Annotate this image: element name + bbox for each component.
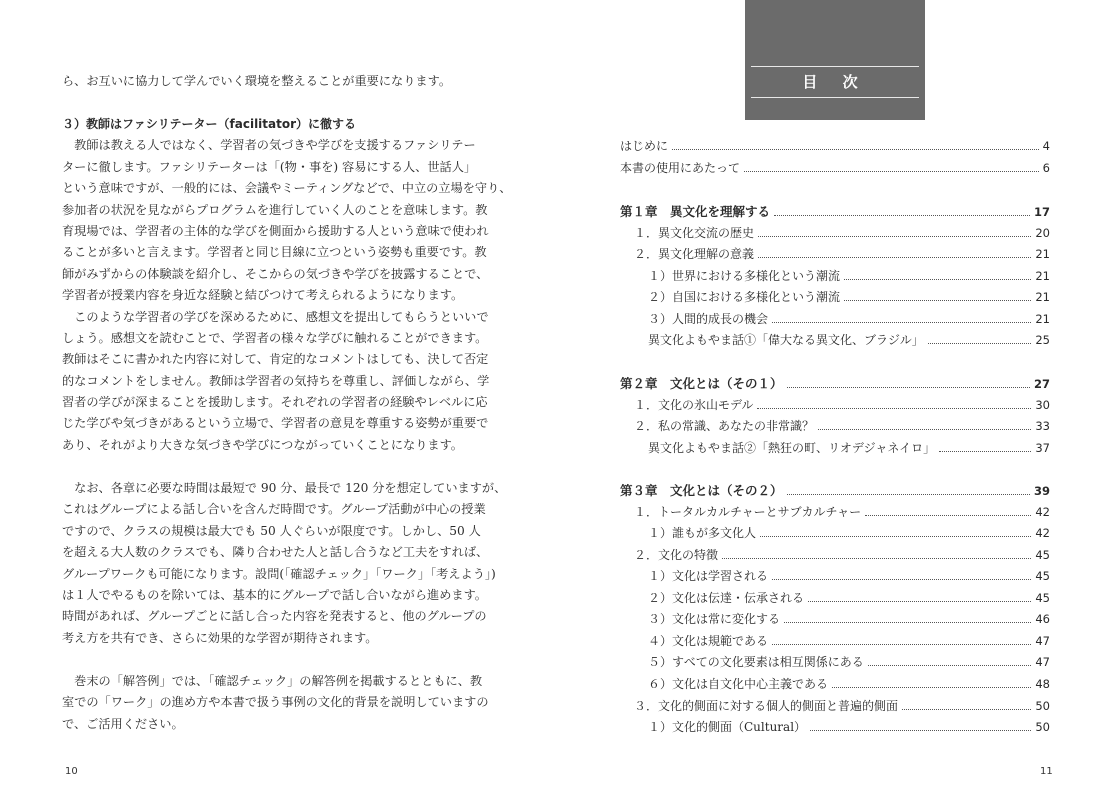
- toc-page-number: 45: [1035, 548, 1050, 562]
- text-line: 的なコメントをしません。教師は学習者の気持ちを尊重し、評価しながら、学: [62, 373, 490, 388]
- toc-chapter-2[interactable]: [620, 374, 1050, 392]
- text-line: このような学習者の学びを深めるために、感想文を提出してもらうといいで: [62, 309, 489, 324]
- toc-entry[interactable]: [620, 697, 1050, 715]
- text-line: 時間があれば、グループごとに話し合った内容を発表すると、他のグループの: [62, 609, 487, 624]
- dot-leader: [672, 139, 1039, 150]
- text-line: 考え方を共有でき、さらに効果的な学習が期待されます。: [62, 630, 378, 645]
- toc-entry-column[interactable]: [620, 439, 1050, 457]
- toc-entry[interactable]: [620, 396, 1050, 414]
- toc-entry[interactable]: [620, 224, 1050, 242]
- text-line: で、ご活用ください。: [62, 716, 184, 731]
- text-line: ることが多いと言えます。学習者と同じ目線に立つという姿勢も重要です。教: [62, 245, 487, 260]
- toc-page-number: 42: [1035, 526, 1050, 540]
- dot-leader: [939, 441, 1031, 452]
- page-number-right: 11: [1040, 766, 1053, 777]
- text-line: という意味ですが、一般的には、会議やミーティングなどで、中立の立場を守り、: [62, 181, 512, 196]
- toc-label: 第２章 文化とは（その１）: [620, 376, 783, 391]
- toc-label: １．トータルカルチャーとサブカルチャー: [634, 505, 862, 519]
- dot-leader: [757, 398, 1031, 409]
- toc-label: ３）文化は常に変化する: [648, 612, 781, 626]
- toc-entry[interactable]: [620, 417, 1050, 435]
- paragraph-time: [62, 478, 507, 649]
- toc-label: ２．文化の特徴: [634, 548, 719, 562]
- toc-label: １）文化は学習される: [648, 569, 769, 583]
- toc-page-number: 42: [1035, 505, 1050, 519]
- dot-leader: [774, 205, 1030, 216]
- toc-entry[interactable]: [620, 310, 1050, 328]
- dot-leader: [744, 161, 1039, 172]
- dot-leader: [760, 526, 1031, 537]
- dot-leader: [902, 699, 1031, 710]
- text-line: 学習者が授業内容を身近な経験と結びつけて考えられるようになります。: [62, 288, 464, 303]
- toc-page-number: 50: [1035, 699, 1050, 713]
- toc-page-number: 21: [1035, 312, 1050, 326]
- toc-label: 第１章 異文化を理解する: [620, 204, 771, 219]
- toc-entry[interactable]: [620, 524, 1050, 542]
- toc-page-number: 17: [1033, 205, 1050, 219]
- toc-page-number: 37: [1035, 441, 1050, 455]
- toc-entry-column[interactable]: [620, 331, 1050, 349]
- dot-leader: [758, 247, 1031, 258]
- toc-label: １）誰もが多文化人: [648, 526, 757, 540]
- dot-leader: [868, 655, 1032, 666]
- toc-page-number: 50: [1035, 720, 1050, 734]
- toc-page-number: 45: [1035, 569, 1050, 583]
- section-facilitator: [62, 114, 512, 456]
- toc-label: ５）すべての文化要素は相互関係にある: [648, 655, 864, 669]
- toc-label: ４）文化は規範である: [648, 634, 769, 648]
- text-line: なお、各章に必要な時間は最短で 90 分、最長で 120 分を想定していますが、: [62, 481, 507, 495]
- toc-entry[interactable]: [620, 567, 1050, 585]
- dot-leader: [844, 290, 1031, 301]
- dot-leader: [865, 505, 1031, 516]
- toc-label: ２．私の常識、あなたの非常識？: [634, 419, 815, 433]
- title-rule-top: [751, 66, 919, 67]
- toc-page-number: 48: [1035, 677, 1050, 691]
- toc-entry[interactable]: [620, 245, 1050, 263]
- text-line: ターに徹します。ファシリテーターは「(物・事を) 容易にする人、世話人」: [62, 159, 477, 174]
- toc-label: １．文化の氷山モデル: [634, 398, 754, 412]
- toc-entry[interactable]: [620, 546, 1050, 564]
- toc-page-number: 4: [1042, 139, 1050, 153]
- left-page: [0, 0, 558, 803]
- dot-leader: [772, 569, 1031, 580]
- toc-entry[interactable]: [620, 675, 1050, 693]
- toc-label: ６）文化は自文化中心主義である: [648, 677, 829, 691]
- toc-label: １．異文化交流の歴史: [634, 226, 755, 240]
- toc-page-number: 21: [1035, 290, 1050, 304]
- toc-page-number: 39: [1033, 484, 1050, 498]
- toc-entry[interactable]: [620, 610, 1050, 628]
- toc-chapter-1[interactable]: [620, 202, 1050, 220]
- toc-page-number: 46: [1035, 612, 1050, 626]
- text-line: 育現場では、学習者の主体的な学びを側面から援助する人という意味で使われ: [62, 223, 489, 238]
- toc-label: ２）自国における多様化という潮流: [648, 290, 841, 304]
- text-line: 教師はそこに書かれた内容に対して、肯定的なコメントはしても、決して否定: [62, 352, 489, 367]
- section-heading: ３）教師はファシリテーター（facilitator）に徹する: [62, 117, 357, 131]
- toc-page-number: 21: [1035, 247, 1050, 261]
- dot-leader: [787, 377, 1030, 388]
- dot-leader: [818, 419, 1031, 430]
- toc-label: １）文化的側面（Cultural）: [648, 720, 807, 734]
- toc-page-number: 47: [1035, 634, 1050, 648]
- dot-leader: [928, 333, 1032, 344]
- title-rule-bottom: [751, 97, 919, 98]
- dot-leader: [808, 591, 1031, 602]
- toc-label: ３）人間的成長の機会: [648, 312, 769, 326]
- toc-entry[interactable]: [620, 632, 1050, 650]
- toc-page-number: 21: [1035, 269, 1050, 283]
- toc-title-tab: [745, 0, 925, 120]
- toc-entry-usage[interactable]: [620, 159, 1050, 177]
- toc-label: 本書の使用にあたって: [620, 161, 741, 175]
- toc-label: 第３章 文化とは（その２）: [620, 483, 783, 498]
- dot-leader: [784, 612, 1031, 623]
- toc-entry[interactable]: [620, 288, 1050, 306]
- text-line: 師がみずからの体験談を紹介し、そこからの気づきや学びを披露することで、: [62, 266, 489, 281]
- toc-entry-intro[interactable]: [620, 137, 1050, 155]
- toc-entry[interactable]: [620, 267, 1050, 285]
- text-line: を超える大人数のクラスでも、隣り合わせた人と話し合うなど工夫をすれば、: [62, 545, 489, 560]
- text-line: 習者の学びが深まることを援助します。それぞれの学習者の経験やレベルに応: [62, 395, 488, 410]
- toc-page-number: 45: [1035, 591, 1050, 605]
- text-line: 教師は教える人ではなく、学習者の気づきや学びを支援するファシリテー: [62, 138, 476, 153]
- page-number-left: 10: [65, 766, 78, 777]
- toc-entry[interactable]: [620, 589, 1050, 607]
- text-line: 巻末の「解答例」では、「確認チェック」の解答例を掲載するとともに、教: [62, 674, 483, 688]
- dot-leader: [844, 269, 1031, 280]
- toc-page-number: 25: [1035, 333, 1050, 347]
- toc-page-number: 47: [1035, 655, 1050, 669]
- dot-leader: [772, 634, 1031, 645]
- toc-label: １）世界における多様化という潮流: [648, 269, 841, 283]
- toc-chapter-3[interactable]: [620, 481, 1050, 499]
- toc-label: ３．文化的側面に対する個人的側面と普遍的側面: [634, 699, 899, 713]
- text-line: しょう。感想文を読むことで、学習者の様々な学びに触れることができます。: [62, 330, 488, 345]
- toc-label: 異文化よもやま話②「熱狂の町、リオデジャネイロ」: [648, 441, 936, 455]
- dot-leader: [772, 312, 1031, 323]
- toc-label: ２．異文化理解の意義: [634, 247, 755, 261]
- text-line: は１人でやるものを除いては、基本的にグループで話し合いながら進めます。: [62, 587, 487, 602]
- text-line: ですので、クラスの規模は最大でも 50 人ぐらいが限度です。しかし、50 人: [62, 523, 481, 538]
- text-line: グループワークも可能になります。設問(「確認チェック」「ワーク」「考えよう」): [62, 566, 496, 581]
- text-line: あり、それがより大きな気づきや学びにつながっていくことになります。: [62, 437, 463, 452]
- toc-page-number: 6: [1042, 161, 1050, 175]
- paragraph-intro: [62, 71, 502, 92]
- dot-leader: [758, 226, 1031, 237]
- toc-page-number: 33: [1035, 419, 1050, 433]
- text-line: 参加者の状況を見ながらプログラムを進行していく人のことを意味します。教: [62, 202, 488, 217]
- dot-leader: [722, 548, 1031, 559]
- toc-entry[interactable]: [620, 653, 1050, 671]
- toc-entry[interactable]: [620, 718, 1050, 736]
- dot-leader: [787, 484, 1030, 495]
- toc-page-number: 20: [1035, 226, 1050, 240]
- toc-label: 異文化よもやま話①「偉大なる異文化、ブラジル」: [648, 333, 924, 347]
- text-line: 室での「ワーク」の進め方や本書で扱う事例の文化的背景を説明していますの: [62, 695, 489, 710]
- toc-label: はじめに: [620, 139, 669, 153]
- toc-title: 目 次: [802, 73, 868, 91]
- paragraph-answers: [62, 671, 502, 735]
- text-line: じた学びや気づきがあるという立場で、学習者の意見を尊重する姿勢が重要で: [62, 416, 489, 431]
- toc-entry[interactable]: [620, 503, 1050, 521]
- text-line: これはグループによる話し合いを含んだ時間です。グループ活動が中心の授業: [62, 502, 486, 517]
- toc-page-number: 27: [1033, 377, 1050, 391]
- toc-label: ２）文化は伝達・伝承される: [648, 591, 805, 605]
- toc-page-number: 30: [1035, 398, 1050, 412]
- dot-leader: [832, 677, 1031, 688]
- dot-leader: [810, 720, 1031, 731]
- text-line: ら、お互いに協力して学んでいく環境を整えることが重要になります。: [62, 74, 452, 88]
